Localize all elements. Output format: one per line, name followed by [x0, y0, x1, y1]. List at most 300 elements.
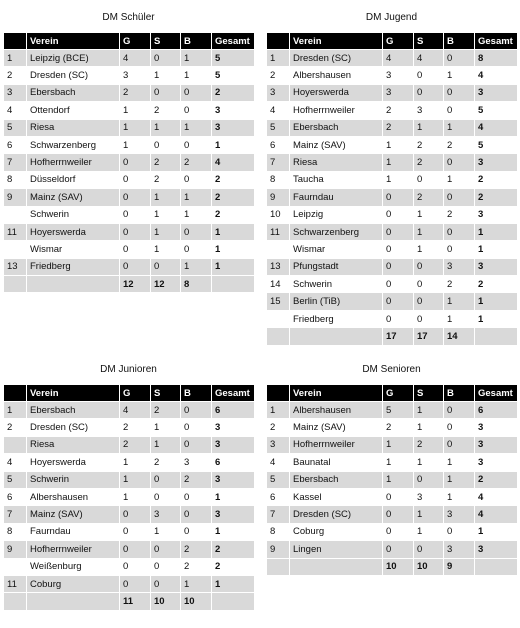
club-cell: Kassel — [290, 488, 383, 505]
gold-cell: 1 — [120, 454, 151, 471]
silver-cell: 2 — [151, 154, 181, 171]
header-row — [4, 385, 255, 402]
bronze-cell: 0 — [181, 488, 212, 505]
gold-cell: 3 — [383, 84, 414, 101]
rank-cell: 1 — [267, 50, 290, 67]
club-cell: Ebersbach — [290, 119, 383, 136]
club-cell: Dresden (SC) — [27, 419, 120, 436]
rank-cell: 9 — [4, 541, 27, 558]
medal-table — [3, 32, 255, 293]
bronze-cell: 1 — [444, 488, 475, 505]
gold-cell: 0 — [383, 206, 414, 223]
club-cell: Hoyerswerda — [27, 454, 120, 471]
table-row — [267, 488, 518, 505]
club-cell: Leipzig (BCE) — [27, 50, 120, 67]
bronze-cell: 1 — [444, 454, 475, 471]
total-cell: 3 — [212, 436, 255, 453]
table-row — [267, 84, 518, 101]
total-cell: 1 — [212, 523, 255, 540]
gold-cell: 0 — [383, 223, 414, 240]
bronze-cell: 1 — [181, 119, 212, 136]
gold-cell: 0 — [120, 558, 151, 575]
silver-cell: 0 — [151, 471, 181, 488]
sum-rank-cell — [267, 328, 290, 345]
rank-cell: 2 — [4, 67, 27, 84]
bronze-cell: 0 — [444, 84, 475, 101]
bronze-cell: 0 — [181, 223, 212, 240]
column-header-verein: Verein — [290, 385, 383, 402]
rank-cell: 4 — [4, 454, 27, 471]
rank-cell — [4, 436, 27, 453]
gold-cell: 2 — [120, 84, 151, 101]
gold-cell: 0 — [120, 223, 151, 240]
bronze-cell: 1 — [444, 67, 475, 84]
rank-cell: 7 — [4, 506, 27, 523]
rank-cell: 6 — [267, 136, 290, 153]
rank-cell: 5 — [4, 471, 27, 488]
club-cell: Mainz (SAV) — [290, 419, 383, 436]
total-cell: 1 — [212, 258, 255, 275]
bronze-cell: 0 — [181, 102, 212, 119]
silver-cell: 3 — [414, 488, 444, 505]
silver-cell: 2 — [151, 102, 181, 119]
table-row — [4, 119, 255, 136]
sum-bronze-cell: 9 — [444, 558, 475, 575]
total-cell: 6 — [475, 402, 518, 419]
bronze-cell: 2 — [181, 541, 212, 558]
silver-cell: 1 — [414, 454, 444, 471]
gold-cell: 1 — [120, 136, 151, 153]
table-row — [4, 402, 255, 419]
gold-cell: 0 — [120, 154, 151, 171]
table-row — [4, 171, 255, 188]
bronze-cell: 1 — [444, 471, 475, 488]
table-row — [267, 436, 518, 453]
total-cell: 4 — [475, 488, 518, 505]
total-cell: 1 — [212, 223, 255, 240]
gold-cell: 1 — [120, 119, 151, 136]
gold-cell: 3 — [383, 67, 414, 84]
silver-cell: 1 — [151, 189, 181, 206]
rank-cell: 10 — [267, 206, 290, 223]
total-cell: 3 — [212, 102, 255, 119]
table-row — [267, 471, 518, 488]
rank-cell: 5 — [267, 471, 290, 488]
sum-silver-cell: 10 — [151, 593, 181, 610]
gold-cell: 0 — [383, 310, 414, 327]
total-cell: 5 — [212, 67, 255, 84]
gold-cell: 0 — [383, 276, 414, 293]
rank-cell: 9 — [267, 541, 290, 558]
gold-cell: 0 — [120, 506, 151, 523]
club-cell: Lingen — [290, 541, 383, 558]
bronze-cell: 1 — [444, 171, 475, 188]
club-cell: Hofherrnweiler — [290, 436, 383, 453]
gold-cell: 2 — [383, 119, 414, 136]
table-row — [267, 206, 518, 223]
silver-cell: 3 — [151, 506, 181, 523]
rank-cell: 1 — [4, 402, 27, 419]
column-header-gesamt: Gesamt — [475, 33, 518, 50]
gold-cell: 0 — [383, 506, 414, 523]
gold-cell: 0 — [120, 523, 151, 540]
silver-cell: 1 — [414, 119, 444, 136]
silver-cell: 1 — [414, 223, 444, 240]
sum-club-cell — [27, 593, 120, 610]
total-cell: 2 — [212, 171, 255, 188]
club-cell: Albershausen — [290, 67, 383, 84]
table-row — [4, 102, 255, 119]
table-row — [4, 50, 255, 67]
table-row — [4, 419, 255, 436]
header-row — [4, 33, 255, 50]
silver-cell: 0 — [414, 67, 444, 84]
rank-cell: 3 — [267, 436, 290, 453]
total-cell: 3 — [212, 506, 255, 523]
total-cell: 3 — [475, 206, 518, 223]
total-cell: 1 — [475, 310, 518, 327]
bronze-cell: 1 — [444, 119, 475, 136]
total-cell: 2 — [212, 206, 255, 223]
total-cell: 1 — [212, 488, 255, 505]
table-row — [267, 50, 518, 67]
club-cell: Riesa — [290, 154, 383, 171]
rank-cell — [4, 558, 27, 575]
table-title: DM Junioren — [100, 364, 157, 375]
table-row — [4, 575, 255, 592]
silver-cell: 2 — [151, 171, 181, 188]
totals-row — [267, 558, 518, 575]
column-header-gesamt: Gesamt — [212, 385, 255, 402]
column-header-s: S — [151, 33, 181, 50]
bronze-cell: 2 — [181, 154, 212, 171]
rank-cell: 14 — [267, 276, 290, 293]
bronze-cell: 3 — [181, 454, 212, 471]
table-row — [267, 67, 518, 84]
table-row — [267, 189, 518, 206]
rank-cell: 3 — [4, 84, 27, 101]
total-cell: 6 — [212, 454, 255, 471]
column-header-s: S — [414, 33, 444, 50]
gold-cell: 2 — [383, 102, 414, 119]
silver-cell: 0 — [414, 293, 444, 310]
sum-silver-cell: 10 — [414, 558, 444, 575]
gold-cell: 1 — [383, 154, 414, 171]
table-row — [267, 171, 518, 188]
club-cell: Coburg — [290, 523, 383, 540]
column-header-g: G — [383, 385, 414, 402]
table-row — [4, 558, 255, 575]
table-row — [267, 293, 518, 310]
silver-cell: 0 — [414, 310, 444, 327]
club-cell: Coburg — [27, 575, 120, 592]
table-row — [4, 154, 255, 171]
total-cell: 2 — [212, 541, 255, 558]
total-cell: 1 — [475, 223, 518, 240]
gold-cell: 0 — [120, 575, 151, 592]
rank-cell: 6 — [4, 488, 27, 505]
header-row — [267, 385, 518, 402]
sum-club-cell — [290, 558, 383, 575]
table-title: DM Jugend — [365, 12, 418, 23]
club-cell: Schwarzenberg — [27, 136, 120, 153]
totals-row — [267, 328, 518, 345]
table-row — [267, 402, 518, 419]
silver-cell: 1 — [414, 523, 444, 540]
gold-cell: 1 — [383, 171, 414, 188]
rank-cell: 4 — [267, 454, 290, 471]
bronze-cell: 2 — [444, 276, 475, 293]
column-header-gesamt: Gesamt — [475, 385, 518, 402]
column-header-verein: Verein — [290, 33, 383, 50]
rank-cell: 2 — [4, 419, 27, 436]
rank-cell: 1 — [4, 50, 27, 67]
gold-cell: 1 — [383, 454, 414, 471]
total-cell: 3 — [475, 541, 518, 558]
silver-cell: 1 — [414, 241, 444, 258]
table-block-senioren — [266, 362, 517, 576]
bronze-cell: 0 — [444, 523, 475, 540]
table-row — [267, 136, 518, 153]
rank-cell: 2 — [267, 67, 290, 84]
table-row — [267, 276, 518, 293]
silver-cell: 0 — [151, 84, 181, 101]
bronze-cell: 1 — [181, 50, 212, 67]
silver-cell: 1 — [151, 523, 181, 540]
silver-cell: 1 — [414, 419, 444, 436]
rank-cell — [4, 206, 27, 223]
bronze-cell: 0 — [181, 419, 212, 436]
bronze-cell: 0 — [444, 241, 475, 258]
sum-bronze-cell: 8 — [181, 276, 212, 293]
club-cell: Riesa — [27, 436, 120, 453]
table-row — [4, 454, 255, 471]
table-row — [4, 471, 255, 488]
total-cell: 3 — [475, 154, 518, 171]
column-header-gesamt: Gesamt — [212, 33, 255, 50]
column-header-s: S — [151, 385, 181, 402]
rank-cell: 8 — [4, 523, 27, 540]
gold-cell: 0 — [120, 258, 151, 275]
bronze-cell: 1 — [444, 310, 475, 327]
total-cell: 3 — [475, 436, 518, 453]
table-row — [4, 241, 255, 258]
column-header-rank — [4, 33, 27, 50]
rank-cell: 5 — [267, 119, 290, 136]
total-cell: 1 — [212, 241, 255, 258]
gold-cell: 2 — [120, 436, 151, 453]
bronze-cell: 0 — [181, 241, 212, 258]
club-cell: Mainz (SAV) — [290, 136, 383, 153]
sum-gold-cell: 12 — [120, 276, 151, 293]
table-row — [4, 136, 255, 153]
total-cell: 2 — [475, 471, 518, 488]
medal-table — [266, 32, 518, 346]
table-row — [4, 189, 255, 206]
column-header-b: B — [181, 385, 212, 402]
total-cell: 1 — [212, 575, 255, 592]
silver-cell: 0 — [414, 541, 444, 558]
rank-cell: 11 — [4, 575, 27, 592]
column-header-g: G — [383, 33, 414, 50]
silver-cell: 1 — [414, 402, 444, 419]
club-cell: Friedberg — [290, 310, 383, 327]
table-row — [267, 154, 518, 171]
rank-cell: 15 — [267, 293, 290, 310]
rank-cell: 8 — [267, 171, 290, 188]
total-cell: 4 — [475, 506, 518, 523]
silver-cell: 4 — [414, 50, 444, 67]
sum-silver-cell: 17 — [414, 328, 444, 345]
table-row — [267, 541, 518, 558]
bronze-cell: 0 — [444, 436, 475, 453]
club-cell: Düsseldorf — [27, 171, 120, 188]
table-row — [267, 258, 518, 275]
gold-cell: 1 — [383, 136, 414, 153]
table-row — [267, 419, 518, 436]
bronze-cell: 0 — [181, 171, 212, 188]
table-row — [4, 84, 255, 101]
rank-cell: 7 — [4, 154, 27, 171]
rank-cell — [4, 241, 27, 258]
rank-cell: 2 — [267, 419, 290, 436]
gold-cell: 0 — [120, 171, 151, 188]
totals-row — [4, 276, 255, 293]
gold-cell: 0 — [383, 293, 414, 310]
sum-bronze-cell: 14 — [444, 328, 475, 345]
club-cell: Schwerin — [27, 471, 120, 488]
rank-cell: 6 — [267, 488, 290, 505]
silver-cell: 0 — [414, 258, 444, 275]
club-cell: Faurndau — [27, 523, 120, 540]
column-header-g: G — [120, 33, 151, 50]
club-cell: Schwarzenberg — [290, 223, 383, 240]
gold-cell: 1 — [120, 102, 151, 119]
rank-cell: 9 — [4, 189, 27, 206]
gold-cell: 0 — [383, 541, 414, 558]
bronze-cell: 3 — [444, 506, 475, 523]
gold-cell: 4 — [120, 402, 151, 419]
bronze-cell: 2 — [181, 471, 212, 488]
bronze-cell: 1 — [181, 258, 212, 275]
table-row — [267, 119, 518, 136]
rank-cell: 3 — [267, 84, 290, 101]
rank-cell: 7 — [267, 154, 290, 171]
total-cell: 5 — [475, 102, 518, 119]
sum-gold-cell: 10 — [383, 558, 414, 575]
club-cell: Hofherrnweiler — [290, 102, 383, 119]
club-cell: Wismar — [27, 241, 120, 258]
gold-cell: 0 — [383, 241, 414, 258]
bronze-cell: 2 — [444, 136, 475, 153]
gold-cell: 0 — [120, 541, 151, 558]
rank-cell: 9 — [267, 189, 290, 206]
silver-cell: 2 — [151, 402, 181, 419]
total-cell: 3 — [212, 471, 255, 488]
total-cell: 3 — [475, 454, 518, 471]
club-cell: Taucha — [290, 171, 383, 188]
table-row — [267, 523, 518, 540]
total-cell: 1 — [212, 136, 255, 153]
column-header-verein: Verein — [27, 385, 120, 402]
bronze-cell: 0 — [444, 402, 475, 419]
bronze-cell: 1 — [181, 575, 212, 592]
bronze-cell: 0 — [444, 223, 475, 240]
total-cell: 6 — [212, 402, 255, 419]
silver-cell: 1 — [151, 206, 181, 223]
sum-gold-cell: 11 — [120, 593, 151, 610]
gold-cell: 0 — [383, 488, 414, 505]
sum-silver-cell: 12 — [151, 276, 181, 293]
club-cell: Ebersbach — [27, 402, 120, 419]
total-cell: 2 — [475, 189, 518, 206]
silver-cell: 0 — [151, 258, 181, 275]
bronze-cell: 0 — [444, 102, 475, 119]
total-cell: 1 — [475, 523, 518, 540]
club-cell: Albershausen — [290, 402, 383, 419]
silver-cell: 1 — [151, 223, 181, 240]
sum-club-cell — [27, 276, 120, 293]
table-row — [267, 223, 518, 240]
rank-cell: 13 — [267, 258, 290, 275]
gold-cell: 1 — [120, 488, 151, 505]
rank-cell: 8 — [4, 171, 27, 188]
rank-cell: 1 — [267, 402, 290, 419]
silver-cell: 0 — [151, 575, 181, 592]
total-cell: 5 — [475, 136, 518, 153]
column-header-rank — [4, 385, 27, 402]
club-cell: Friedberg — [27, 258, 120, 275]
total-cell: 3 — [475, 84, 518, 101]
gold-cell: 1 — [120, 471, 151, 488]
club-cell: Pfungstadt — [290, 258, 383, 275]
club-cell: Hofherrnweiler — [27, 154, 120, 171]
total-cell: 4 — [212, 154, 255, 171]
club-cell: Dresden (SC) — [27, 67, 120, 84]
gold-cell: 1 — [383, 436, 414, 453]
gold-cell: 0 — [120, 241, 151, 258]
club-cell: Ebersbach — [290, 471, 383, 488]
silver-cell: 1 — [151, 436, 181, 453]
total-cell: 8 — [475, 50, 518, 67]
table-block-junioren — [3, 362, 254, 611]
bronze-cell: 1 — [181, 206, 212, 223]
club-cell: Mainz (SAV) — [27, 506, 120, 523]
gold-cell: 4 — [120, 50, 151, 67]
silver-cell: 0 — [414, 84, 444, 101]
table-block-schueler — [3, 10, 254, 293]
bronze-cell: 3 — [444, 258, 475, 275]
rank-cell: 13 — [4, 258, 27, 275]
total-cell: 2 — [212, 558, 255, 575]
column-header-b: B — [181, 33, 212, 50]
club-cell: Weißenburg — [27, 558, 120, 575]
bronze-cell: 1 — [181, 67, 212, 84]
gold-cell: 0 — [383, 523, 414, 540]
table-row — [267, 454, 518, 471]
column-header-s: S — [414, 385, 444, 402]
table-row — [267, 310, 518, 327]
silver-cell: 0 — [151, 558, 181, 575]
bronze-cell: 0 — [444, 154, 475, 171]
silver-cell: 1 — [414, 506, 444, 523]
bronze-cell: 0 — [181, 402, 212, 419]
club-cell: Hoyerswerda — [290, 84, 383, 101]
bronze-cell: 0 — [181, 136, 212, 153]
bronze-cell: 2 — [181, 558, 212, 575]
column-header-g: G — [120, 385, 151, 402]
club-cell: Faurndau — [290, 189, 383, 206]
